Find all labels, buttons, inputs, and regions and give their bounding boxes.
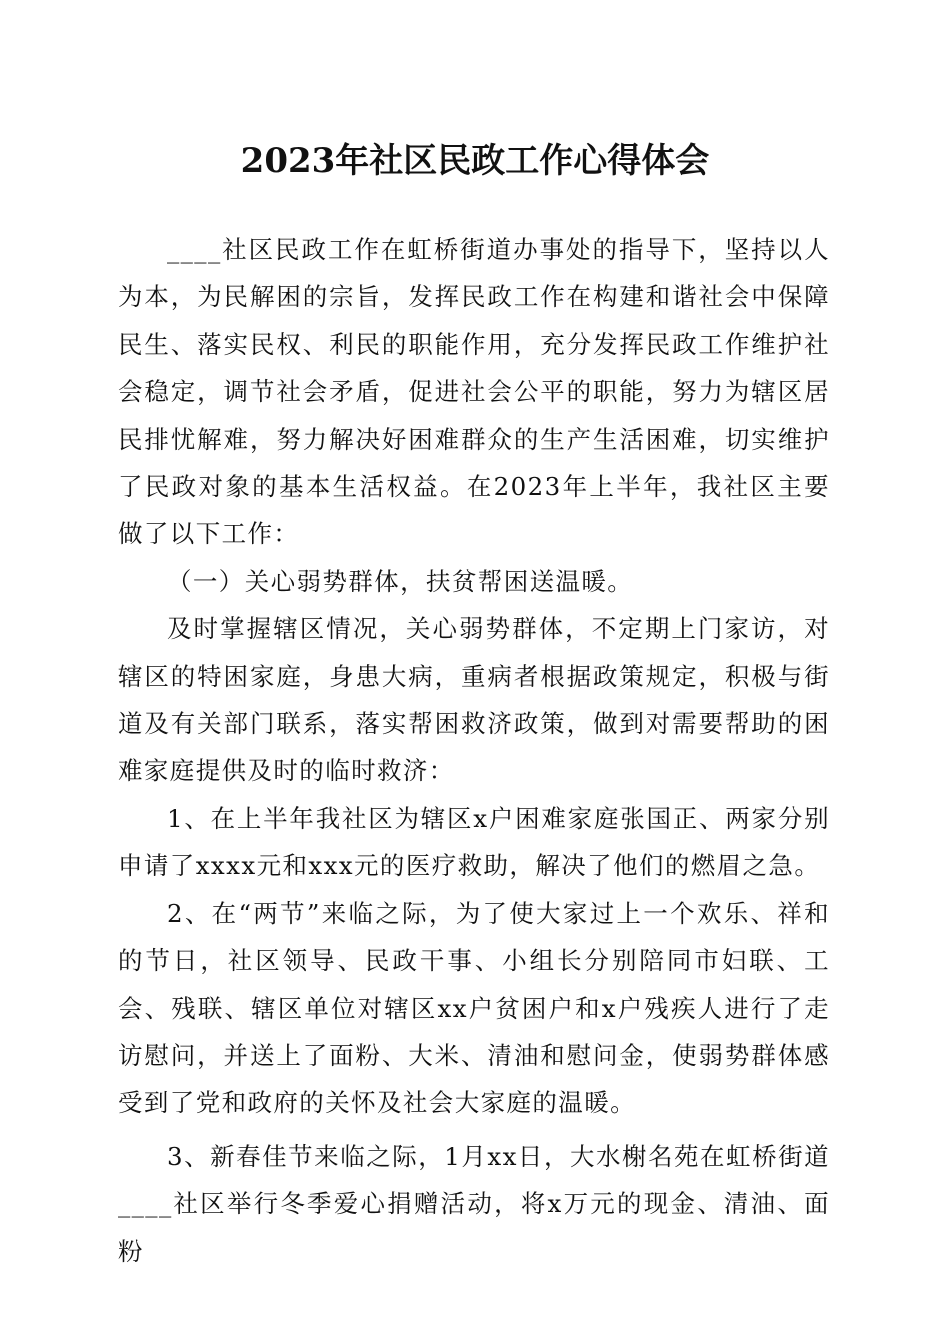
document-title: 2023年社区民政工作心得体会 [240,141,710,181]
list-item-2: 2、在“两节”来临之际，为了使大家过上一个欢乐、祥和的节日，社区领导、民政干事、小组长分别陪同市妇联、工会、残联、辖区单位对辖区xx户贫困户和x户残疾人进行了走访慰问，并送上了面粉、大米、清油和慰问金，使弱势群体感受到了党和政府的关怀及社会大家庭的温暖。 [118,898,830,1118]
paragraph-section-1: 及时掌握辖区情况，关心弱势群体，不定期上门家访，对辖区的特困家庭，身患大病，重病者根据政策规定，积极与街道及有关部门联系，落实帮困救济政策，做到对需要帮助的困难家庭提供及时的临时救济： [118,614,830,786]
section-heading-1: （一）关心弱势群体，扶贫帮困送温暖。 [167,566,634,596]
paragraph-intro: ____社区民政工作在虹桥街道办事处的指导下，坚持以人为本，为民解困的宗旨，发挥民政工作在构建和谐社会中保障民生、落实民权、利民的职能作用，充分发挥民政工作维护社会稳定，调节社会矛盾，促进社会公平的职能，努力为辖区居民排忧解难，努力解决好困难群众的生产生活困难，切实维护了民政对象的基本生活权益。在2023年上半年，我社区主要做了以下工作： [118,235,830,549]
document-body [118,226,830,1275]
list-item-3: 3、新春佳节来临之际，1月xx日，大水榭名苑在虹桥街道____社区举行冬季爱心捐赠活动，将x万元的现金、清油、面粉 [118,1141,830,1266]
list-item-1: 1、在上半年我社区为辖区x户困难家庭张国正、两家分别申请了xxxx元和xxx元的医疗救助，解决了他们的燃眉之急。 [118,803,830,881]
